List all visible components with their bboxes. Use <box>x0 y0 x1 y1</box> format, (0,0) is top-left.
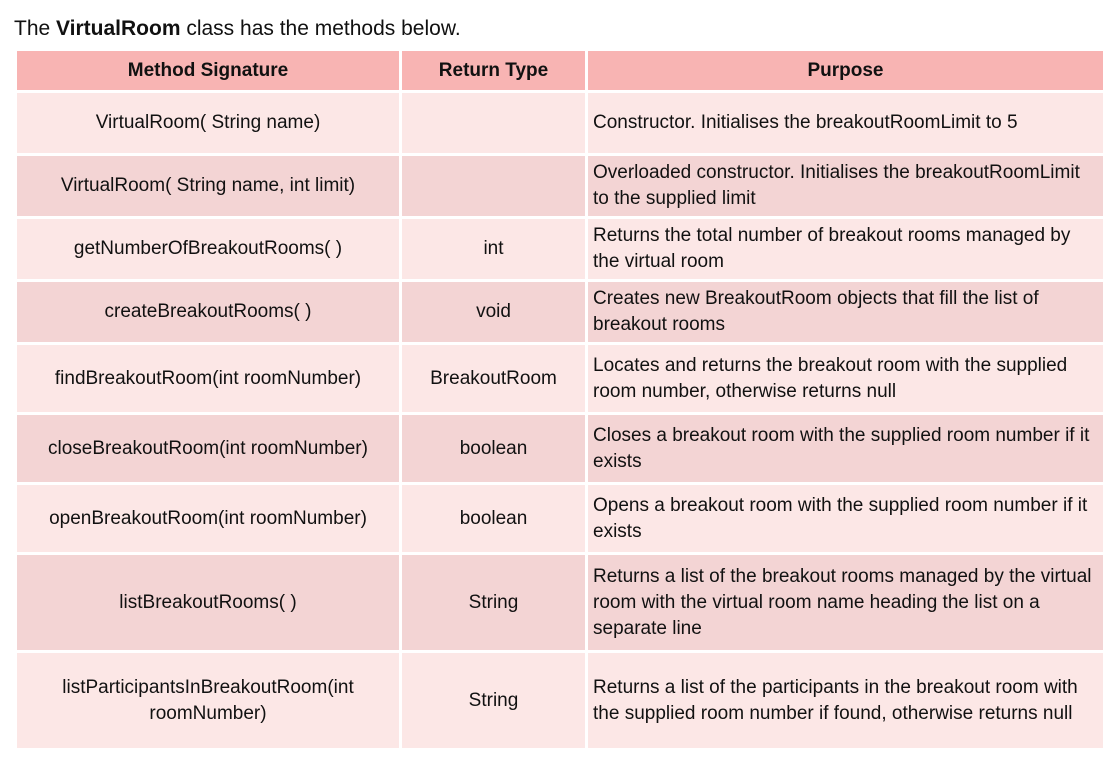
method-signature: findBreakoutRoom(int roomNumber) <box>17 345 399 412</box>
header-return-type: Return Type <box>402 51 585 90</box>
table-row <box>17 345 1103 412</box>
return-type: int <box>402 219 585 279</box>
intro-prefix: The <box>14 17 57 40</box>
header-method-signature: Method Signature <box>17 51 399 90</box>
method-signature: listBreakoutRooms( ) <box>17 555 399 650</box>
purpose: Returns a list of the participants in the breakout room with the supplied room number if found, otherwise returns null <box>588 653 1103 748</box>
method-signature: listParticipantsInBreakoutRoom(int roomNumber) <box>17 653 399 748</box>
return-type: boolean <box>402 485 585 552</box>
return-type <box>402 93 585 153</box>
table-row <box>17 219 1103 279</box>
method-signature: VirtualRoom( String name) <box>17 93 399 153</box>
method-signature: createBreakoutRooms( ) <box>17 282 399 342</box>
return-type: BreakoutRoom <box>402 345 585 412</box>
table-row <box>17 156 1103 216</box>
purpose: Locates and returns the breakout room with the supplied room number, otherwise returns null <box>588 345 1103 412</box>
method-signature: closeBreakoutRoom(int roomNumber) <box>17 415 399 482</box>
table-row <box>17 653 1103 748</box>
class-name: VirtualRoom <box>56 17 181 40</box>
purpose: Returns a list of the breakout rooms managed by the virtual room with the virtual room name heading the list on a separate line <box>588 555 1103 650</box>
return-type <box>402 156 585 216</box>
method-signature: openBreakoutRoom(int roomNumber) <box>17 485 399 552</box>
purpose: Returns the total number of breakout rooms managed by the virtual room <box>588 219 1103 279</box>
purpose: Closes a breakout room with the supplied room number if it exists <box>588 415 1103 482</box>
return-type: String <box>402 555 585 650</box>
purpose: Opens a breakout room with the supplied room number if it exists <box>588 485 1103 552</box>
purpose: Constructor. Initialises the breakoutRoomLimit to 5 <box>588 93 1103 153</box>
table-row <box>17 555 1103 650</box>
return-type: boolean <box>402 415 585 482</box>
table-row <box>17 282 1103 342</box>
return-type: void <box>402 282 585 342</box>
method-signature: getNumberOfBreakoutRooms( ) <box>17 219 399 279</box>
methods-table <box>14 48 1106 751</box>
intro-sentence <box>14 14 461 44</box>
method-signature: VirtualRoom( String name, int limit) <box>17 156 399 216</box>
purpose: Creates new BreakoutRoom objects that fill the list of breakout rooms <box>588 282 1103 342</box>
table-row <box>17 415 1103 482</box>
purpose: Overloaded constructor. Initialises the breakoutRoomLimit to the supplied limit <box>588 156 1103 216</box>
header-row <box>17 51 1103 90</box>
table-row <box>17 93 1103 153</box>
return-type: String <box>402 653 585 748</box>
table-row <box>17 485 1103 552</box>
header-purpose: Purpose <box>588 51 1103 90</box>
intro-suffix: class has the methods below. <box>180 17 461 40</box>
